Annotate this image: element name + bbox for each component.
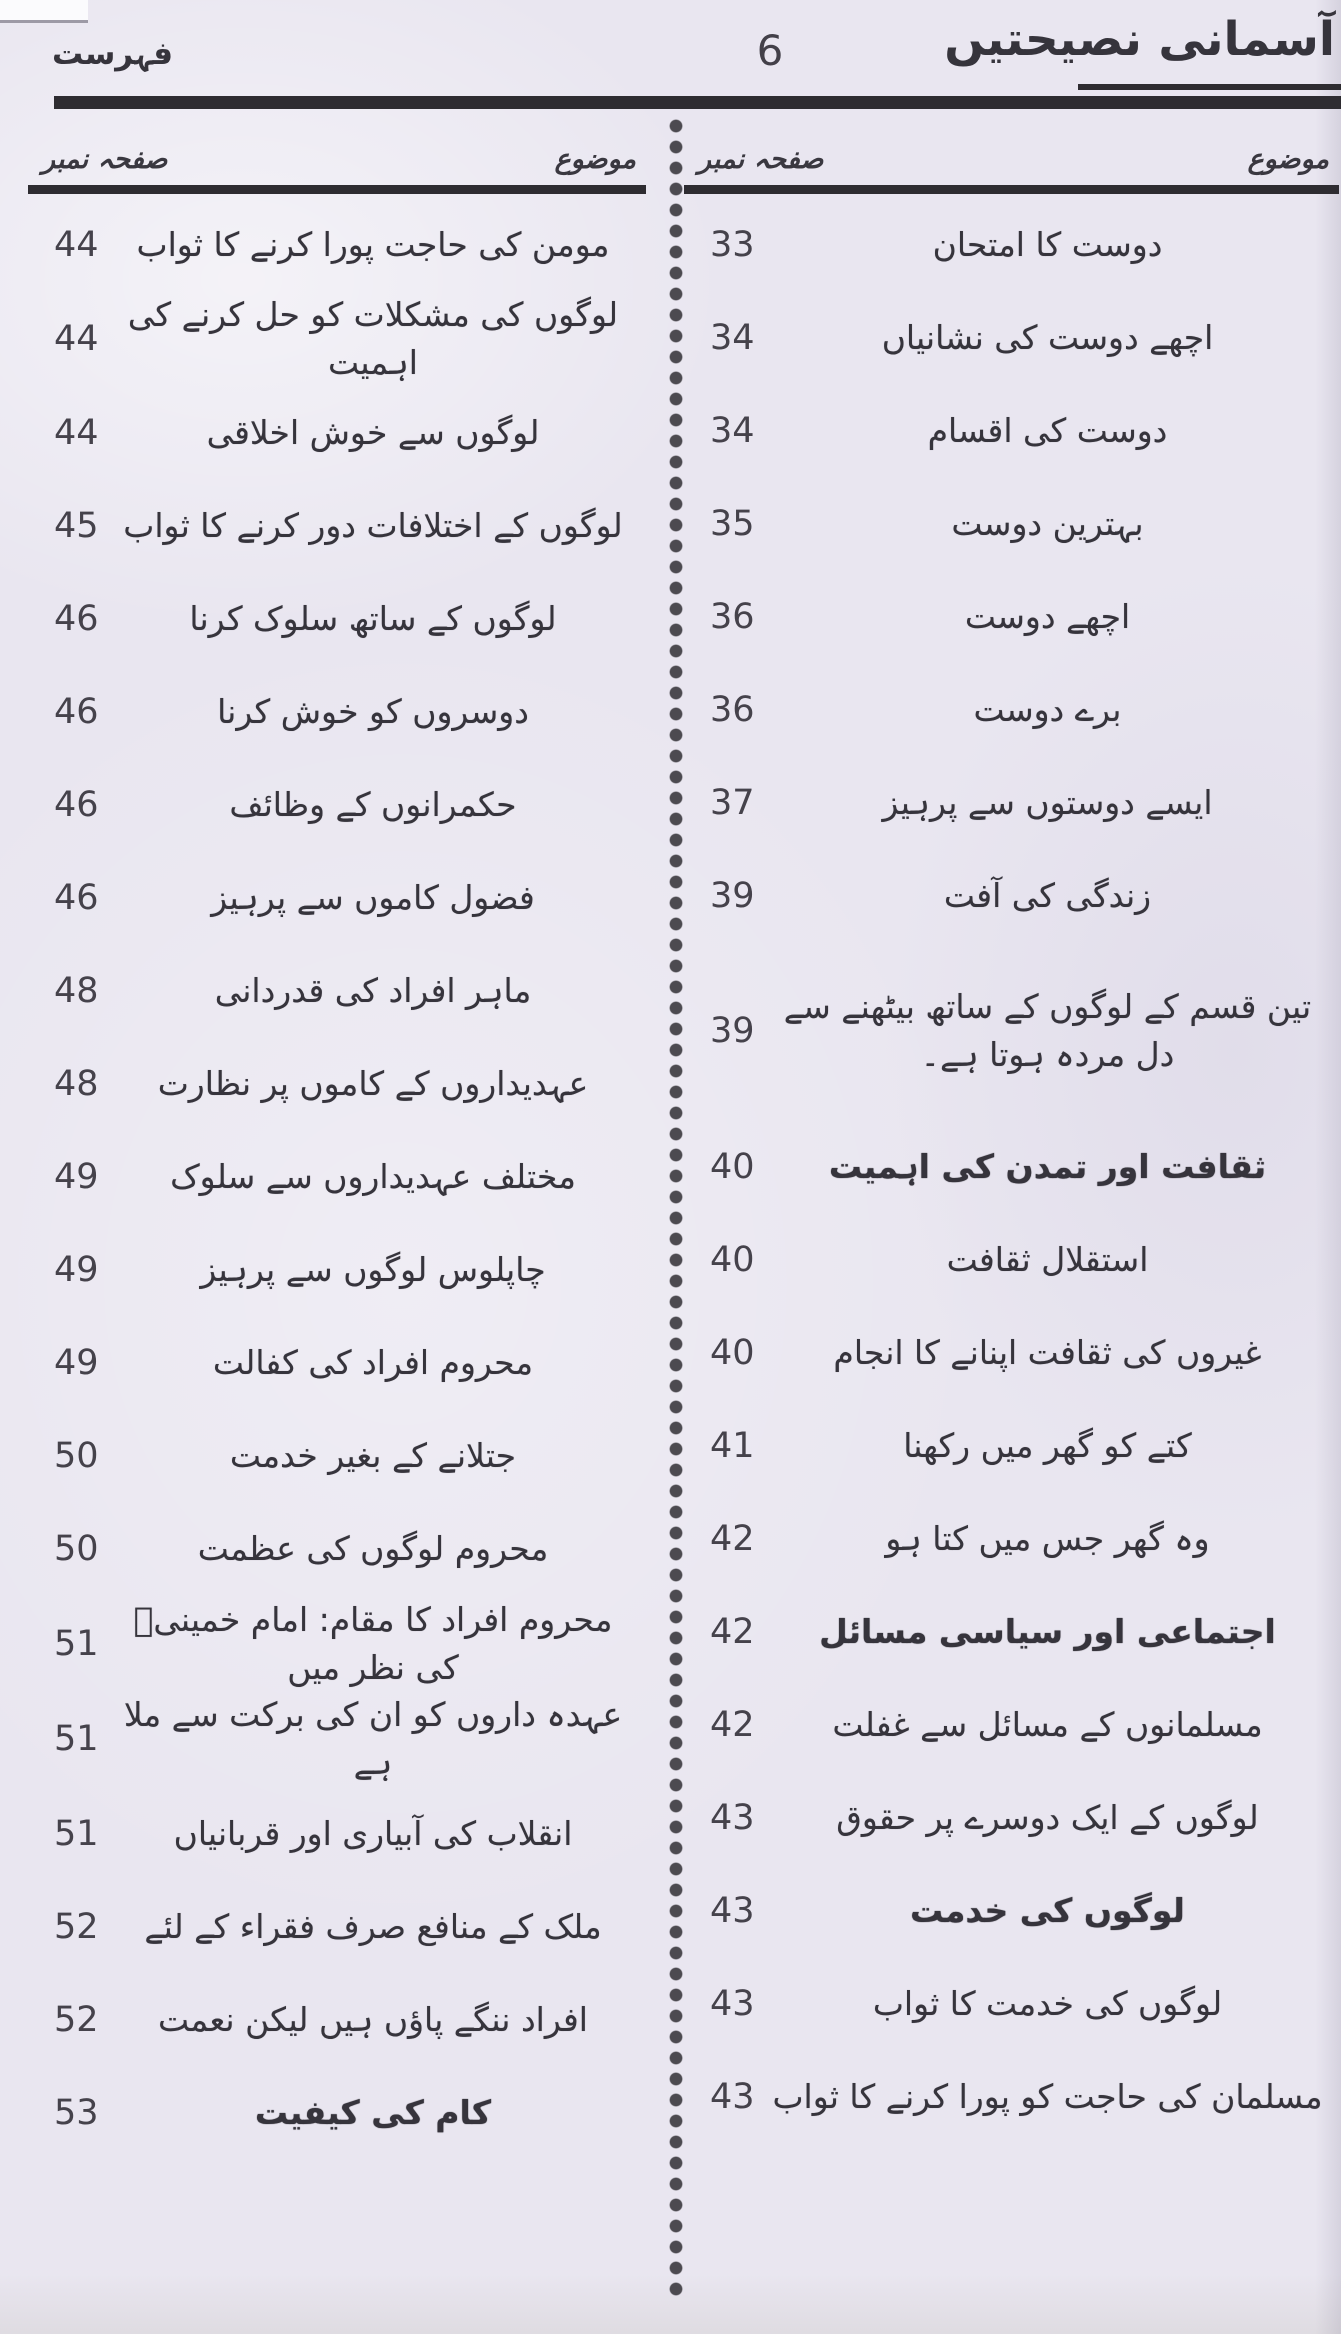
entry-topic: لوگوں کے ایک دوسرے پر حقوق <box>836 1797 1259 1837</box>
toc-row <box>28 480 646 573</box>
toc-row <box>28 1038 646 1131</box>
entry-topic: لوگوں کی خدمت کا ثواب <box>872 1983 1223 2023</box>
entry-page-number: 36 <box>710 596 755 637</box>
page-number-label: صفحہ نمبر <box>698 144 824 175</box>
toc-row <box>28 1410 646 1503</box>
column-header <box>684 126 1339 175</box>
entry-page-number: 46 <box>54 692 99 733</box>
toc-row <box>684 849 1339 942</box>
entry-topic: محروم لوگوں کی عظمت <box>197 1529 549 1569</box>
entry-page-number: 43 <box>710 1890 755 1931</box>
entry-page-number: 39 <box>710 1011 755 1051</box>
current-page-number: 6 <box>756 26 784 75</box>
entry-topic: دوست کا امتحان <box>932 224 1163 264</box>
toc-row <box>28 945 646 1038</box>
entry-page-number: 49 <box>54 1157 99 1198</box>
toc-row <box>28 198 646 291</box>
toc-row <box>684 1864 1339 1957</box>
entry-page-number: 33 <box>710 224 755 265</box>
entry-page-number: 40 <box>710 1332 755 1373</box>
entry-page-number: 43 <box>710 1983 755 2024</box>
entry-page-number: 51 <box>54 1813 99 1854</box>
entry-topic: کتے کو گھر میں رکھنا <box>903 1425 1192 1465</box>
entry-page-number: 34 <box>710 410 755 451</box>
entry-topic: لوگوں کی خدمت <box>910 1890 1185 1930</box>
toc-row <box>684 291 1339 384</box>
entry-page-number: 49 <box>54 1343 99 1384</box>
toc-row <box>684 1120 1339 1213</box>
entry-page-number: 42 <box>710 1704 755 1745</box>
toc-row <box>684 198 1339 291</box>
toc-row <box>684 1678 1339 1771</box>
header-rule <box>54 96 1341 109</box>
entry-page-number: 42 <box>710 1611 755 1652</box>
entry-topic: مختلف عہدیداروں سے سلوک <box>170 1157 576 1197</box>
toc-row <box>28 1973 646 2066</box>
entry-page-number: 36 <box>710 689 755 730</box>
toc-row <box>684 1492 1339 1585</box>
column-header <box>28 126 646 175</box>
toc-row <box>684 756 1339 849</box>
entry-topic: ثقافت اور تمدن کی اہمیت <box>828 1146 1267 1186</box>
entry-page-number: 50 <box>54 1436 99 1477</box>
entry-topic: بہترین دوست <box>951 503 1144 543</box>
toc-entries-right <box>684 194 1339 2143</box>
entry-topic: عہدہ داروں کو ان کی برکت سے ملا ہے <box>123 1695 623 1783</box>
entry-page-number: 46 <box>54 599 99 640</box>
toc-row <box>684 384 1339 477</box>
entry-topic: مسلمان کی حاجت کو پورا کرنے کا ثواب <box>772 2076 1323 2116</box>
entry-page-number: 49 <box>54 1250 99 1291</box>
entry-topic: ماہر افراد کی قدردانی <box>214 971 532 1011</box>
toc-row <box>28 573 646 666</box>
toc-row <box>684 1957 1339 2050</box>
entry-topic: اجتماعی اور سیاسی مسائل <box>819 1611 1276 1651</box>
entry-page-number: 44 <box>54 224 99 265</box>
entry-page-number: 51 <box>54 1719 99 1760</box>
entry-topic: محروم افراد کی کفالت <box>212 1343 534 1383</box>
entry-topic: مسلمانوں کے مسائل سے غفلت <box>832 1704 1263 1744</box>
toc-row <box>28 1596 646 1692</box>
entry-topic: غیروں کی ثقافت اپنانے کا انجام <box>833 1332 1262 1372</box>
entry-page-number: 35 <box>710 503 755 544</box>
entry-topic: اچھے دوست <box>964 596 1131 636</box>
entry-topic: فضول کاموں سے پرہیز <box>211 878 535 918</box>
toc-row <box>28 759 646 852</box>
entry-topic: مومن کی حاجت پورا کرنے کا ثواب <box>136 224 610 264</box>
entry-page-number: 51 <box>54 1623 99 1664</box>
entry-topic: وہ گھر جس میں کتا ہو <box>885 1518 1210 1558</box>
entry-topic: لوگوں سے خوش اخلاقی <box>206 413 540 453</box>
toc-row <box>684 1771 1339 1864</box>
entry-page-number: 39 <box>710 875 755 916</box>
toc-column-right <box>684 126 1339 2143</box>
toc-column-left <box>28 126 646 2159</box>
entry-topic: افراد ننگے پاؤں ہیں لیکن نعمت <box>158 1999 588 2039</box>
entry-topic: لوگوں کی مشکلات کو حل کرنے کی اہمیت <box>127 295 619 382</box>
toc-row <box>28 387 646 480</box>
entry-topic: کام کی کیفیت <box>254 2092 492 2132</box>
toc-row <box>28 666 646 759</box>
toc-row <box>28 291 646 387</box>
topic-label: موضوع <box>1247 144 1329 175</box>
toc-row <box>28 2066 646 2159</box>
toc-row <box>28 1880 646 1973</box>
entry-topic: جتلانے کے بغیر خدمت <box>229 1436 517 1476</box>
book-title-underline <box>1078 84 1341 90</box>
toc-row <box>684 1399 1339 1492</box>
toc-row <box>28 1503 646 1596</box>
entry-topic: اچھے دوست کی نشانیاں <box>881 317 1214 357</box>
entry-topic: حکمرانوں کے وظائف <box>229 785 517 825</box>
entry-topic: زندگی کی آفت <box>943 875 1152 915</box>
entry-topic: دوسروں کو خوش کرنا <box>217 692 529 732</box>
entry-topic: استقلال ثقافت <box>946 1239 1149 1279</box>
page-number-label: صفحہ نمبر <box>42 144 168 175</box>
entry-page-number: 44 <box>54 413 99 454</box>
entry-topic: انقلاب کی آبیاری اور قربانیاں <box>173 1813 573 1853</box>
toc-row <box>684 1585 1339 1678</box>
book-title: آسمانی نصیحتیں <box>944 12 1335 67</box>
toc-row <box>28 852 646 945</box>
entry-topic: لوگوں کے ساتھ سلوک کرنا <box>189 599 557 639</box>
toc-row <box>684 477 1339 570</box>
toc-row <box>684 1213 1339 1306</box>
entry-page-number: 48 <box>54 1064 99 1105</box>
entry-page-number: 46 <box>54 878 99 919</box>
entry-page-number: 37 <box>710 782 755 823</box>
column-header-rule <box>684 185 1339 194</box>
entry-page-number: 43 <box>710 1797 755 1838</box>
entry-topic: لوگوں کے اختلافات دور کرنے کا ثواب <box>123 506 623 546</box>
topic-label: موضوع <box>554 144 636 175</box>
toc-row <box>28 1787 646 1880</box>
entry-topic: ایسے دوستوں سے پرہیز <box>882 782 1213 822</box>
entry-page-number: 50 <box>54 1529 99 1570</box>
entry-topic: برے دوست <box>973 689 1122 729</box>
entry-topic: ملک کے منافع صرف فقراء کے لئے <box>144 1906 602 1946</box>
entry-topic: چاپلوس لوگوں سے پرہیز <box>200 1250 546 1290</box>
entry-page-number: 45 <box>54 506 99 547</box>
entry-page-number: 34 <box>710 317 755 358</box>
entry-page-number: 43 <box>710 2076 755 2117</box>
entry-page-number: 44 <box>54 318 99 359</box>
entry-page-number: 52 <box>54 1906 99 1947</box>
entry-page-number: 41 <box>710 1425 755 1466</box>
entry-page-number: 52 <box>54 1999 99 2040</box>
entry-page-number: 46 <box>54 785 99 826</box>
toc-row <box>684 1306 1339 1399</box>
scan-corner-artifact <box>0 0 88 23</box>
toc-row <box>684 942 1339 1120</box>
toc-row <box>28 1131 646 1224</box>
entry-page-number: 40 <box>710 1239 755 1280</box>
entry-page-number: 42 <box>710 1518 755 1559</box>
toc-row <box>28 1691 646 1787</box>
toc-row <box>684 570 1339 663</box>
toc-row <box>28 1317 646 1410</box>
entry-page-number: 40 <box>710 1146 755 1187</box>
entry-page-number: 48 <box>54 971 99 1012</box>
toc-row <box>684 663 1339 756</box>
section-label-fehrist: فہرست <box>52 36 174 72</box>
column-header-rule <box>28 185 646 194</box>
entry-page-number: 53 <box>54 2092 99 2133</box>
entry-topic: عہدیداروں کے کاموں پر نظارت <box>157 1064 589 1104</box>
entry-topic: محروم افراد کا مقام: امام خمینیؒ کی نظر میں <box>133 1599 613 1687</box>
toc-row <box>28 1224 646 1317</box>
toc-entries-left <box>28 194 646 2159</box>
entry-topic: تین قسم کے لوگوں کے ساتھ بیٹھنے سے دل مردہ ہوتا ہے۔ <box>783 987 1312 1074</box>
toc-row <box>684 2050 1339 2143</box>
entry-topic: دوست کی اقسام <box>927 410 1168 450</box>
